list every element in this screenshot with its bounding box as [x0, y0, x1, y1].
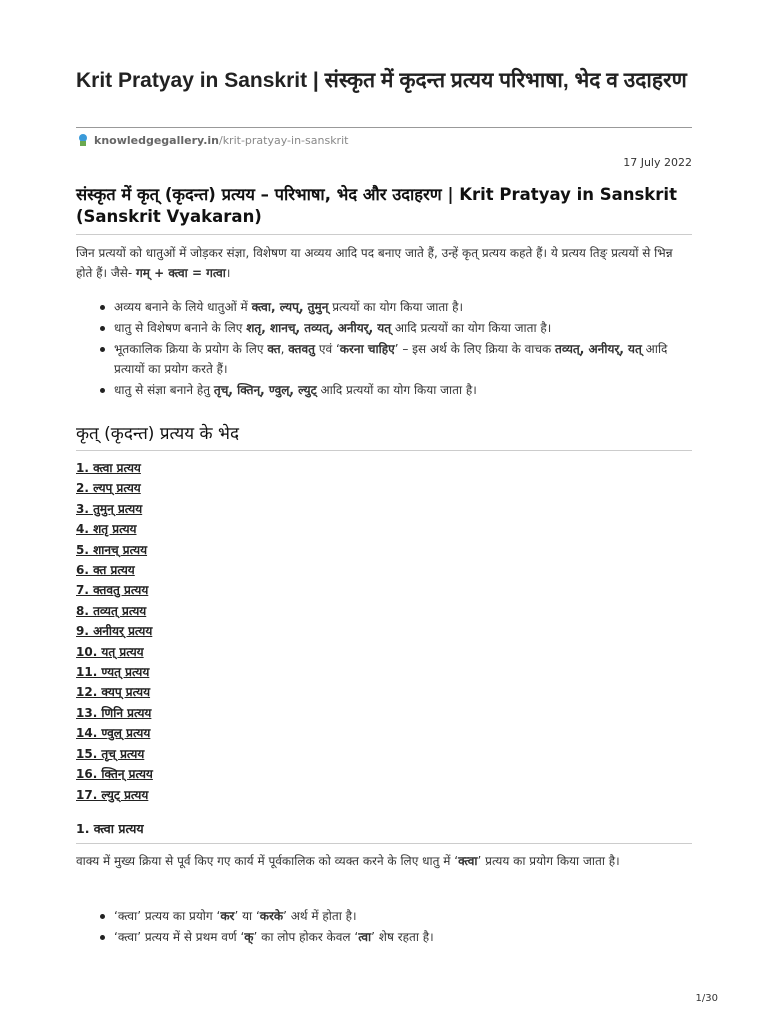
toc-link[interactable]: 6. क्त प्रत्यय: [76, 563, 135, 578]
intro-example: गम् + क्त्वा = गत्वा: [136, 266, 226, 280]
toc-link[interactable]: 11. ण्यत् प्रत्यय: [76, 665, 150, 680]
list-item: ‘क्त्वा’ प्रत्यय का प्रयोग ‘कर’ या ‘करके’ अर्थ में होता है।: [76, 906, 692, 926]
page-title: Krit Pratyay in Sanskrit | संस्कृत में कृदन्त प्रत्यय परिभाषा, भेद व उदाहरण: [76, 69, 687, 92]
toc-link[interactable]: 8. तव्यत् प्रत्यय: [76, 603, 147, 618]
list-item: धातु से विशेषण बनाने के लिए शतृ, शानच्, तव्यत्, अनीयर्, यत् आदि प्रत्ययों का योग किया जाता है।: [76, 318, 692, 338]
intro-end: ।: [225, 266, 231, 280]
section-heading: कृत् (कृदन्त) प्रत्यय के भेद: [76, 424, 239, 444]
article-heading: संस्कृत में कृत् (कृदन्त) प्रत्यय – परिभाषा, भेद और उदाहरण | Krit Pratyay in Sanskrit (Sanskrit Vyakaran): [76, 185, 677, 226]
source-link[interactable]: [76, 133, 348, 147]
toc-link[interactable]: 3. तुमुन् प्रत्यय: [76, 501, 143, 516]
intro-paragraph: [76, 243, 692, 283]
source-path: /krit-pratyay-in-sanskrit: [218, 133, 349, 147]
toc-link[interactable]: 7. क्तवतु प्रत्यय: [76, 583, 149, 598]
toc-link[interactable]: 5. शानच् प्रत्यय: [76, 542, 148, 557]
subsection-paragraph: वाक्य में मुख्य क्रिया से पूर्व किए गए कार्य में पूर्वकालिक को व्यक्त करने के लिए धातु में ‘क्त्वा’ प्रत्यय का प्रयोग किया जाता है।: [76, 854, 620, 868]
publish-date: 17 July 2022: [623, 156, 692, 169]
list-item: ‘क्त्वा’ प्रत्यय में से प्रथम वर्ण ‘क्’ का लोप होकर केवल ‘त्वा’ शेष रहता है।: [76, 927, 692, 947]
toc-link[interactable]: 15. तृच् प्रत्यय: [76, 746, 145, 761]
toc-link[interactable]: 16. क्तिन् प्रत्यय: [76, 767, 153, 782]
toc-link[interactable]: 9. अनीयर् प्रत्यय: [76, 624, 153, 639]
subsection-heading: 1. क्त्वा प्रत्यय: [76, 821, 144, 836]
list-item: अव्यय बनाने के लिये धातुओं में क्त्वा, ल्यप्, तुमुन् प्रत्ययों का योग किया जाता है।: [76, 297, 692, 317]
toc-link[interactable]: 2. ल्यप् प्रत्यय: [76, 481, 141, 496]
list-item: भूतकालिक क्रिया के प्रयोग के लिए क्त, क्तवतु एवं ‘करना चाहिए’ – इस अर्थ के लिए क्रिया के वाचक तव्यत्, अनीयर्, यत् आदि प्रत्यायों का प्रयोग करते हैं।: [76, 339, 692, 379]
toc-link[interactable]: 1. क्त्वा प्रत्यय: [76, 461, 141, 475]
page-number: 1/30: [695, 993, 718, 1004]
toc-link[interactable]: 14. ण्वुल् प्रत्यय: [76, 726, 151, 741]
toc-link[interactable]: 12. क्यप् प्रत्यय: [76, 685, 151, 700]
subsection-divider: [76, 843, 692, 844]
heading-divider: [76, 234, 692, 235]
source-domain: knowledgegallery.in: [94, 133, 219, 147]
intro-text: जिन प्रत्ययों को धातुओं में जोड़कर संज्ञा, विशेषण या अव्यय आदि पद बनाए जाते हैं, उन्हें कृत् प्रत्यय कहते हैं। ये प्रत्यय तिङ् प्रत्ययों से भिन्न होते हैं। जैसे-: [76, 246, 673, 280]
toc-link[interactable]: 10. यत् प्रत्यय: [76, 644, 144, 659]
site-logo-icon: [76, 133, 90, 147]
toc-link[interactable]: 17. ल्युट् प्रत्यय: [76, 787, 149, 802]
title-divider: [76, 127, 692, 128]
subsection-bullets: [76, 906, 692, 947]
section-divider: [76, 450, 692, 451]
toc-link[interactable]: 13. णिनि प्रत्यय: [76, 705, 152, 720]
toc-link[interactable]: 4. शतृ प्रत्यय: [76, 522, 137, 537]
intro-bullets: [76, 297, 692, 400]
table-of-contents: [76, 458, 153, 805]
list-item: धातु से संज्ञा बनाने हेतु तृच्, क्तिन्, ण्वुल्, ल्युट् आदि प्रत्ययों का योग किया जाता है।: [76, 380, 692, 400]
